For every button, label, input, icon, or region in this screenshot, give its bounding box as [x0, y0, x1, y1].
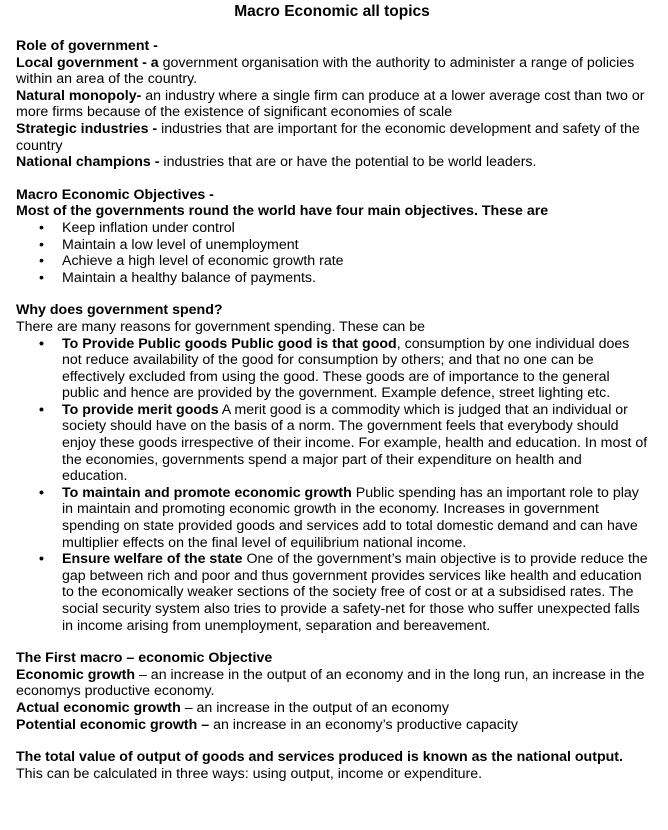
term: Potential economic growth – — [16, 716, 210, 733]
definition-text: industries that are important for the economic development and safety of the country — [16, 120, 640, 154]
list-item — [62, 336, 648, 402]
government-spend-section — [16, 302, 648, 634]
document-title: Macro Economic all topics — [234, 3, 430, 20]
spend-heading: Why does government spend? — [16, 302, 223, 319]
definition-actual-growth — [16, 700, 648, 717]
spend-reasons-list — [16, 336, 648, 635]
list-item — [62, 402, 648, 485]
list-item: • Keep inflation under control — [62, 220, 648, 237]
term: Economic growth — [16, 666, 136, 683]
item-text: A merit good is a commodity which is judged that an individual or society should have on the basis of a norm. The government feels that everybody should enjoy these goods irrespective of their income. For example, health and education. In most of the economies, governments spend a major part of their expenditure on health and education. — [62, 401, 648, 485]
definition-economic-growth — [16, 667, 648, 700]
role-heading: Role of government - — [16, 38, 158, 54]
closing-paragraph — [16, 749, 648, 782]
closing-text: This can be calculated in three ways: using output, income or expenditure. — [16, 765, 483, 782]
definition-local-government — [16, 55, 648, 88]
item-text: Public spending has an important role to play in maintain and promoting economic growth in the economy. Increases in government spending on state provided goods and services add to total domestic demand and can have multiplier effects on the final level of equilibrium national income. — [62, 484, 639, 551]
item-lead: Ensure welfare of the state — [62, 551, 243, 568]
term: Actual economic growth — [16, 699, 181, 716]
definition-strategic-industries — [16, 121, 648, 154]
definition-text: – an increase in the output of an economy — [180, 699, 449, 716]
definition-text: an industry where a single firm can produce at a lower average cost than two or more firms because of the existence of significant economies of scale — [16, 87, 645, 121]
item-lead: To maintain and promote economic growth — [62, 484, 352, 501]
item-text: One of the government’s main objective is to provide reduce the gap between rich and poor and thus government provides services like health and education to the economically weaker sections of the society free of cost or at a subsidised rates. The social security system also tries to provide a safety-net for those who suffer unexpected falls in income arising from unemployment, separation and bereavement. — [62, 551, 648, 634]
definition-national-champions — [16, 154, 648, 171]
objectives-list — [16, 220, 648, 286]
term: Natural monopoly- — [16, 87, 142, 104]
closing-bold: The total value of output of goods and services produced is known as the national output. — [16, 749, 623, 766]
list-item: • Maintain a healthy balance of payments. — [62, 270, 648, 287]
first-objective-heading: The First macro – economic Objective — [16, 650, 273, 667]
item-text: , consumption by one individual does not reduce availability of the good for consumption by others; and that no one can be effectively excluded from using the good. These goods are of importance to the general public and hence are provided by the government. Example defence, street lighting etc. — [62, 335, 630, 402]
list-item — [62, 485, 648, 551]
definition-text: – an increase in the output of an economy and in the long run, an increase in the economys productive economy. — [16, 666, 645, 700]
macro-objectives-section — [16, 187, 648, 287]
definition-potential-growth — [16, 717, 648, 734]
objectives-intro: Most of the governments round the world have four main objectives. These are — [16, 203, 549, 220]
list-item — [62, 551, 648, 634]
definition-text: industries that are or have the potential to be world leaders. — [159, 154, 537, 171]
list-item: • Maintain a low level of unemployment — [62, 237, 648, 254]
definition-natural-monopoly — [16, 88, 648, 121]
definition-text: government organisation with the authority to administer a range of policies within an area of the country. — [16, 54, 635, 88]
spend-intro: There are many reasons for government spending. These can be — [16, 318, 426, 335]
term: Local government - a — [16, 54, 159, 71]
item-lead: To provide merit goods — [62, 401, 219, 418]
first-objective-section — [16, 650, 648, 733]
term: National champions - — [16, 154, 160, 171]
list-item: • Achieve a high level of economic growth rate — [62, 253, 648, 270]
definition-text: an increase in an economy’s productive capacity — [209, 716, 519, 733]
item-lead: To Provide Public goods Public good is that good — [62, 335, 397, 352]
term: Strategic industries - — [16, 120, 158, 137]
objectives-heading: Macro Economic Objectives - — [16, 186, 214, 203]
role-of-government-section — [16, 38, 648, 171]
